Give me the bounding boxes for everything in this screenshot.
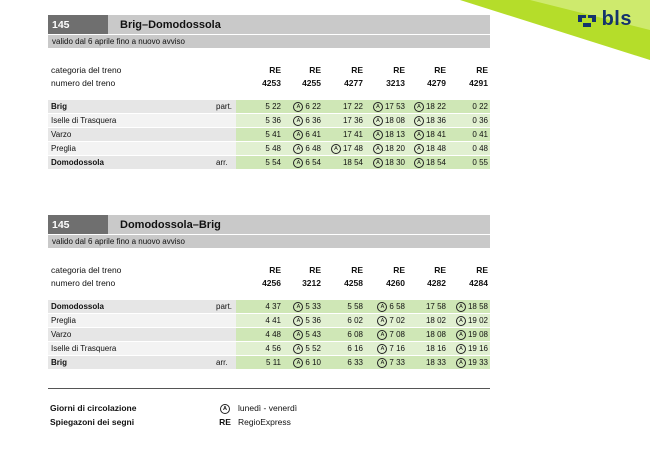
time-value: 0 55 <box>472 158 488 167</box>
station-name: Brig <box>51 358 67 367</box>
time-value: 4 56 <box>265 344 281 353</box>
train-number: 4279 <box>427 78 446 88</box>
departure-time <box>361 316 405 326</box>
departure-time <box>444 316 488 326</box>
station-name: Iselle di Trasquera <box>51 116 117 125</box>
stops-table <box>48 300 490 370</box>
time-value: 19 33 <box>467 358 488 368</box>
time-value: 0 41 <box>472 130 488 139</box>
workdays-symbol-icon: A <box>293 330 303 340</box>
stop-type: part. <box>216 102 233 111</box>
table-row <box>48 114 490 128</box>
category-label: categoria del treno <box>51 265 122 275</box>
departure-time <box>402 330 446 339</box>
time-value: 5 52 <box>305 344 321 354</box>
time-value: 18 13 <box>384 130 405 140</box>
category-row <box>48 64 490 77</box>
workdays-symbol-icon: A <box>377 358 387 368</box>
workdays-symbol-icon: A <box>377 316 387 326</box>
time-value: 17 53 <box>384 102 405 112</box>
departure-time <box>402 302 446 311</box>
time-value: 4 37 <box>265 302 281 311</box>
departure-time <box>444 344 488 354</box>
timetable-title: Brig–Domodossola <box>108 15 490 34</box>
departure-time <box>402 344 446 353</box>
table-row <box>48 156 490 170</box>
departure-time <box>277 158 321 168</box>
table-row <box>48 314 490 328</box>
departure-time <box>444 302 488 312</box>
timetable-title: Domodossola–Brig <box>108 215 490 234</box>
departure-time <box>319 116 363 125</box>
time-value: 0 48 <box>472 144 488 153</box>
train-category: RE <box>476 65 488 75</box>
workdays-symbol-icon: A <box>293 302 303 312</box>
departure-time <box>402 102 446 112</box>
train-number: 4284 <box>469 278 488 288</box>
time-value: 6 36 <box>305 116 321 126</box>
time-value: 5 33 <box>305 302 321 312</box>
workdays-symbol-icon: A <box>293 344 303 354</box>
train-number: 4291 <box>469 78 488 88</box>
legend-days-symbol <box>218 403 232 414</box>
departure-time <box>237 116 281 125</box>
time-value: 5 48 <box>265 144 281 153</box>
workdays-symbol-icon: A <box>414 130 424 140</box>
time-value: 5 22 <box>265 102 281 111</box>
workdays-symbol-icon: A <box>293 130 303 140</box>
timetable-header <box>48 215 490 234</box>
workdays-symbol-icon: A <box>377 344 387 354</box>
table-row <box>48 100 490 114</box>
bls-logo <box>576 8 632 31</box>
workdays-symbol-icon: A <box>414 116 424 126</box>
train-number-row <box>48 277 490 290</box>
departure-time <box>277 330 321 340</box>
departure-time <box>444 130 488 139</box>
departure-time <box>402 144 446 154</box>
time-value: 17 41 <box>342 130 363 139</box>
time-value: 7 16 <box>389 344 405 354</box>
train-number-label: numero del treno <box>51 278 116 288</box>
workdays-symbol-icon: A <box>293 102 303 112</box>
table-row <box>48 342 490 356</box>
time-value: 5 11 <box>266 358 281 367</box>
station-name: Preglia <box>51 144 76 153</box>
table-row <box>48 128 490 142</box>
workdays-symbol-icon: A <box>220 404 230 414</box>
legend-days-desc: lunedì - venerdì <box>238 403 298 413</box>
workdays-symbol-icon: A <box>293 158 303 168</box>
time-value: 6 22 <box>305 102 321 112</box>
station-name: Preglia <box>51 316 76 325</box>
time-value: 19 08 <box>467 330 488 340</box>
departure-time <box>319 358 363 367</box>
train-number: 3212 <box>302 278 321 288</box>
time-value: 5 36 <box>305 316 321 326</box>
time-value: 19 02 <box>467 316 488 326</box>
time-value: 5 36 <box>265 116 281 125</box>
time-value: 18 22 <box>425 102 446 112</box>
departure-time <box>444 330 488 340</box>
time-value: 7 08 <box>389 330 405 340</box>
departure-time <box>402 158 446 168</box>
workdays-symbol-icon: A <box>377 330 387 340</box>
table-row <box>48 300 490 314</box>
departure-time <box>319 302 363 311</box>
departure-time <box>319 144 363 154</box>
timetable-number: 145 <box>48 215 108 234</box>
workdays-symbol-icon: A <box>377 302 387 312</box>
table-row <box>48 328 490 342</box>
workdays-symbol-icon: A <box>414 144 424 154</box>
train-number: 4260 <box>386 278 405 288</box>
time-value: 4 48 <box>265 330 281 339</box>
stop-type: part. <box>216 302 233 311</box>
train-category: RE <box>434 265 446 275</box>
time-value: 18 33 <box>425 358 446 367</box>
time-value: 0 36 <box>472 116 488 125</box>
timetable-header <box>48 15 490 34</box>
train-category: RE <box>269 265 281 275</box>
workdays-symbol-icon: A <box>331 144 341 154</box>
departure-time <box>361 330 405 340</box>
departure-time <box>402 358 446 367</box>
departure-time <box>361 158 405 168</box>
departure-time <box>444 102 488 111</box>
departure-time <box>237 130 281 139</box>
bls-logo-text: bls <box>601 8 632 30</box>
departure-time <box>237 302 281 311</box>
time-value: 7 02 <box>389 316 405 326</box>
workdays-symbol-icon: A <box>456 330 466 340</box>
departure-time <box>361 130 405 140</box>
departure-time <box>237 358 281 367</box>
departure-time <box>444 144 488 153</box>
time-value: 17 58 <box>425 302 446 311</box>
time-value: 6 02 <box>347 316 363 325</box>
train-number: 4258 <box>344 278 363 288</box>
train-category: RE <box>351 265 363 275</box>
train-number: 4255 <box>302 78 321 88</box>
time-value: 6 54 <box>305 158 321 168</box>
time-value: 6 10 <box>305 358 321 368</box>
workdays-symbol-icon: A <box>293 144 303 154</box>
train-number: 4282 <box>427 278 446 288</box>
departure-time <box>319 158 363 167</box>
workdays-symbol-icon: A <box>373 130 383 140</box>
stop-type: arr. <box>216 158 228 167</box>
departure-time <box>237 102 281 111</box>
station-name: Varzo <box>51 130 72 139</box>
validity-note: valido dal 6 aprile fino a nuovo avviso <box>48 235 490 248</box>
departure-time <box>319 316 363 325</box>
category-row <box>48 264 490 277</box>
departure-time <box>277 116 321 126</box>
time-value: 17 22 <box>342 102 363 111</box>
time-value: 18 36 <box>425 116 446 126</box>
table-row <box>48 356 490 370</box>
legend-signs-symbol: RE <box>219 417 231 427</box>
workdays-symbol-icon: A <box>373 102 383 112</box>
time-value: 18 48 <box>425 144 446 154</box>
legend-divider <box>48 388 490 389</box>
departure-time <box>361 344 405 354</box>
departure-time <box>444 158 488 167</box>
departure-time <box>237 330 281 339</box>
departure-time <box>444 116 488 125</box>
timetable-number: 145 <box>48 15 108 34</box>
time-value: 18 54 <box>425 158 446 168</box>
stop-type: arr. <box>216 358 228 367</box>
time-value: 4 41 <box>265 316 281 325</box>
validity-note: valido dal 6 aprile fino a nuovo avviso <box>48 35 490 48</box>
workdays-symbol-icon: A <box>456 302 466 312</box>
departure-time <box>319 330 363 339</box>
time-value: 18 41 <box>425 130 446 140</box>
table-row <box>48 142 490 156</box>
workdays-symbol-icon: A <box>293 358 303 368</box>
bls-logo-mark-icon <box>576 11 598 29</box>
timetable-brig-domodossola <box>48 15 490 170</box>
time-value: 18 30 <box>384 158 405 168</box>
departure-time <box>277 316 321 326</box>
departure-time <box>237 144 281 153</box>
time-value: 0 22 <box>472 102 488 111</box>
legend-days-label: Giorni di circolazione <box>50 403 137 413</box>
stops-table <box>48 100 490 170</box>
station-name: Varzo <box>51 330 72 339</box>
time-value: 18 54 <box>342 158 363 167</box>
workdays-symbol-icon: A <box>456 316 466 326</box>
departure-time <box>237 316 281 325</box>
departure-time <box>402 130 446 140</box>
departure-time <box>361 358 405 368</box>
departure-time <box>444 358 488 368</box>
departure-time <box>319 344 363 353</box>
time-value: 6 48 <box>305 144 321 154</box>
train-number-row <box>48 77 490 90</box>
departure-time <box>277 302 321 312</box>
departure-time <box>277 344 321 354</box>
departure-time <box>319 102 363 111</box>
workdays-symbol-icon: A <box>293 316 303 326</box>
departure-time <box>361 144 405 154</box>
time-value: 18 08 <box>425 330 446 339</box>
train-number: 4277 <box>344 78 363 88</box>
departure-time <box>361 116 405 126</box>
time-value: 5 41 <box>265 130 281 139</box>
time-value: 5 58 <box>347 302 363 311</box>
departure-time <box>237 158 281 167</box>
train-category: RE <box>434 65 446 75</box>
time-value: 6 58 <box>389 302 405 312</box>
train-category: RE <box>351 65 363 75</box>
workdays-symbol-icon: A <box>293 116 303 126</box>
category-label: categoria del treno <box>51 65 122 75</box>
departure-time <box>277 130 321 140</box>
departure-time <box>277 358 321 368</box>
train-number: 3213 <box>386 78 405 88</box>
time-value: 18 02 <box>425 316 446 325</box>
legend-signs-desc: RegioExpress <box>238 417 291 427</box>
train-category: RE <box>476 265 488 275</box>
time-value: 17 48 <box>342 144 363 154</box>
departure-time <box>277 144 321 154</box>
time-value: 6 16 <box>347 344 363 353</box>
train-number: 4256 <box>262 278 281 288</box>
departure-time <box>237 344 281 353</box>
train-number-label: numero del treno <box>51 78 116 88</box>
station-name: Brig <box>51 102 67 111</box>
legend-signs-label: Spiegazoni dei segni <box>50 417 135 427</box>
workdays-symbol-icon: A <box>456 344 466 354</box>
train-category: RE <box>269 65 281 75</box>
train-number: 4253 <box>262 78 281 88</box>
timetable-domodossola-brig <box>48 215 490 370</box>
departure-time <box>361 102 405 112</box>
workdays-symbol-icon: A <box>373 158 383 168</box>
workdays-symbol-icon: A <box>373 116 383 126</box>
time-value: 6 41 <box>305 130 321 140</box>
station-name: Domodossola <box>51 158 104 167</box>
workdays-symbol-icon: A <box>373 144 383 154</box>
workdays-symbol-icon: A <box>414 158 424 168</box>
departure-time <box>319 130 363 139</box>
time-value: 19 16 <box>467 344 488 354</box>
time-value: 18 16 <box>425 344 446 353</box>
departure-time <box>402 116 446 126</box>
departure-time <box>277 102 321 112</box>
time-value: 6 08 <box>347 330 363 339</box>
train-category: RE <box>393 265 405 275</box>
train-category: RE <box>393 65 405 75</box>
time-value: 18 58 <box>467 302 488 312</box>
workdays-symbol-icon: A <box>414 102 424 112</box>
time-value: 5 43 <box>305 330 321 340</box>
train-category: RE <box>309 265 321 275</box>
time-value: 18 08 <box>384 116 405 126</box>
time-value: 18 20 <box>384 144 405 154</box>
time-value: 17 36 <box>342 116 363 125</box>
time-value: 6 33 <box>347 358 363 367</box>
train-category: RE <box>309 65 321 75</box>
station-name: Iselle di Trasquera <box>51 344 117 353</box>
departure-time <box>402 316 446 325</box>
time-value: 5 54 <box>265 158 281 167</box>
time-value: 7 33 <box>389 358 405 368</box>
workdays-symbol-icon: A <box>456 358 466 368</box>
station-name: Domodossola <box>51 302 104 311</box>
departure-time <box>361 302 405 312</box>
